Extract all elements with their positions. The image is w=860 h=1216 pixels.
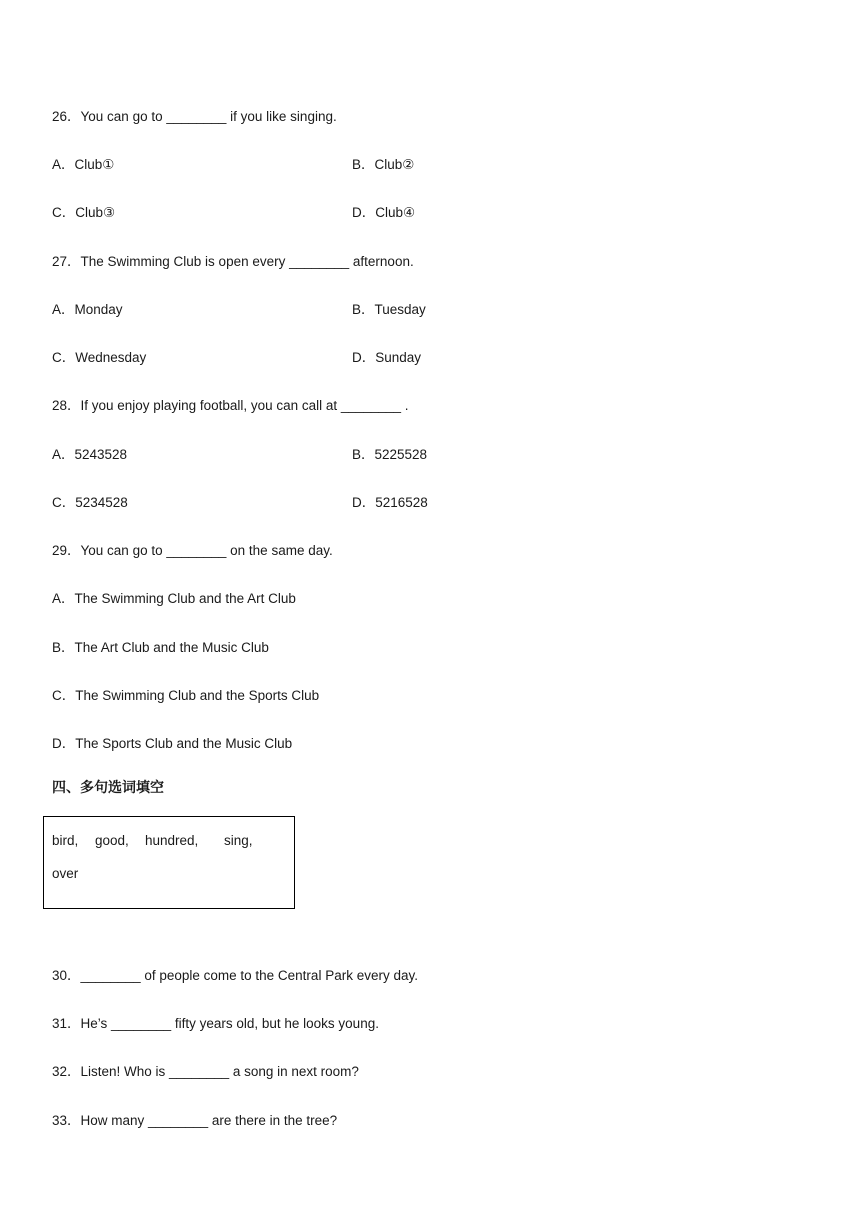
question-26-option-d[interactable]: D．Club④ (352, 205, 416, 220)
question-33: 33．How many ________ are there in the tree? (52, 1113, 338, 1128)
word-bank-item: over (52, 866, 79, 881)
question-27-option-a[interactable]: A．Monday (52, 302, 123, 317)
question-28-option-d[interactable]: D．5216528 (352, 495, 428, 510)
word-bank-item: good, (95, 833, 129, 848)
question-27-stem: 27．The Swimming Club is open every ________ afternoon. (52, 254, 414, 269)
question-26-stem: 26．You can go to ________ if you like singing. (52, 109, 337, 124)
question-29-option-c[interactable]: C．The Swimming Club and the Sports Club (52, 688, 320, 703)
question-30: 30．________ of people come to the Central Park every day. (52, 968, 418, 983)
question-32: 32．Listen! Who is ________ a song in next room? (52, 1064, 359, 1079)
question-26-option-c[interactable]: C．Club③ (52, 205, 116, 220)
word-bank-row-2 (52, 865, 78, 883)
question-28-option-b[interactable]: B．5225528 (352, 447, 428, 462)
question-27-option-b[interactable]: B．Tuesday (352, 302, 426, 317)
word-bank-item: bird, (52, 833, 79, 848)
question-28-option-a[interactable]: A．5243528 (52, 447, 128, 462)
question-28-stem: 28．If you enjoy playing football, you can call at ________ . (52, 398, 409, 413)
section-title: 四、多句选词填空 (52, 780, 164, 796)
question-26-option-a[interactable]: A．Club① (52, 157, 115, 172)
question-28-option-c[interactable]: C．5234528 (52, 495, 128, 510)
word-bank-item: hundred, (145, 833, 199, 848)
word-bank-box (43, 816, 295, 909)
question-29-stem: 29．You can go to ________ on the same day. (52, 543, 333, 558)
question-27-option-d[interactable]: D．Sunday (352, 350, 422, 365)
word-bank-row-1 (52, 832, 253, 850)
question-29-option-a[interactable]: A．The Swimming Club and the Art Club (52, 591, 296, 606)
question-29-option-d[interactable]: D．The Sports Club and the Music Club (52, 736, 293, 751)
question-27-option-c[interactable]: C．Wednesday (52, 350, 147, 365)
question-31: 31．He’s ________ fifty years old, but he looks young. (52, 1016, 379, 1031)
question-26-option-b[interactable]: B．Club② (352, 157, 415, 172)
question-29-option-b[interactable]: B．The Art Club and the Music Club (52, 640, 269, 655)
word-bank-item: sing, (224, 833, 253, 848)
